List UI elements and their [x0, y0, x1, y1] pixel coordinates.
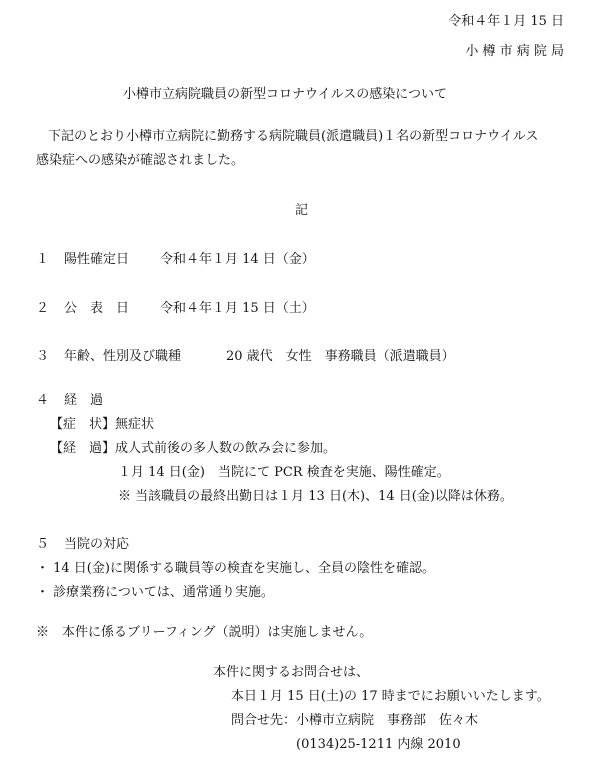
contact-heading: 本件に関するお問合せは、	[213, 665, 370, 680]
progress-line: 【経 過】成人式前後の多人数の飲み会に参加。	[50, 441, 337, 456]
intro-line-2: 感染症への感染が確認されました。	[36, 153, 245, 168]
document-date: 令和４年１月 15 日	[448, 14, 564, 29]
ki-heading: 記	[295, 203, 309, 218]
item-number: ３	[36, 349, 50, 364]
document-title: 小樽市立病院職員の新型コロナウイルスの感染について	[123, 87, 447, 102]
item-value: 令和４年１月 15 日（土）	[160, 301, 315, 316]
issuer-name: 小 樽 市 病 院 局	[465, 44, 564, 59]
item-label: 当院の対応	[64, 537, 130, 552]
contact-person: 問合せ先：小樽市立病院 事務部 佐々木	[231, 713, 479, 728]
contact-phone: (0134)25-1211 内線 2010	[296, 737, 461, 752]
item-label: 公 表 日	[64, 301, 130, 316]
item-value: 令和４年１月 14 日（金）	[160, 252, 315, 267]
item-value: 20 歳代 女性 事務職員（派遣職員）	[226, 349, 455, 364]
item-label: 経 過	[64, 393, 104, 408]
intro-line-1: 下記のとおり小樽市立病院に勤務する病院職員(派遣職員)１名の新型コロナウイルス	[48, 129, 539, 144]
contact-deadline: 本日１月 15 日(土)の 17 時までにお願いいたします。	[231, 689, 550, 704]
briefing-note: ※ 本件に係るブリーフィング（説明）は実施しません。	[36, 625, 373, 640]
item-label: 年齢、性別及び職種	[64, 349, 182, 364]
item-number: １	[36, 252, 50, 267]
progress-detail-2: ※ 当該職員の最終出勤日は１月 13 日(木)、14 日(金)以降は休務。	[118, 489, 513, 504]
item-number: ２	[36, 301, 50, 316]
item-number: ４	[36, 393, 50, 408]
item-number: ５	[36, 537, 50, 552]
symptom-line: 【症 状】無症状	[50, 417, 155, 432]
response-bullet-2: ・ 診療業務については、通常通り実施。	[36, 585, 274, 600]
item-label: 陽性確定日	[64, 252, 130, 267]
progress-detail-1: １月 14 日(金) 当院にて PCR 検査を実施、陽性確定。	[118, 465, 450, 480]
response-bullet-1: ・ 14 日(金)に関係する職員等の検査を実施し、全員の陰性を確認。	[36, 561, 435, 576]
